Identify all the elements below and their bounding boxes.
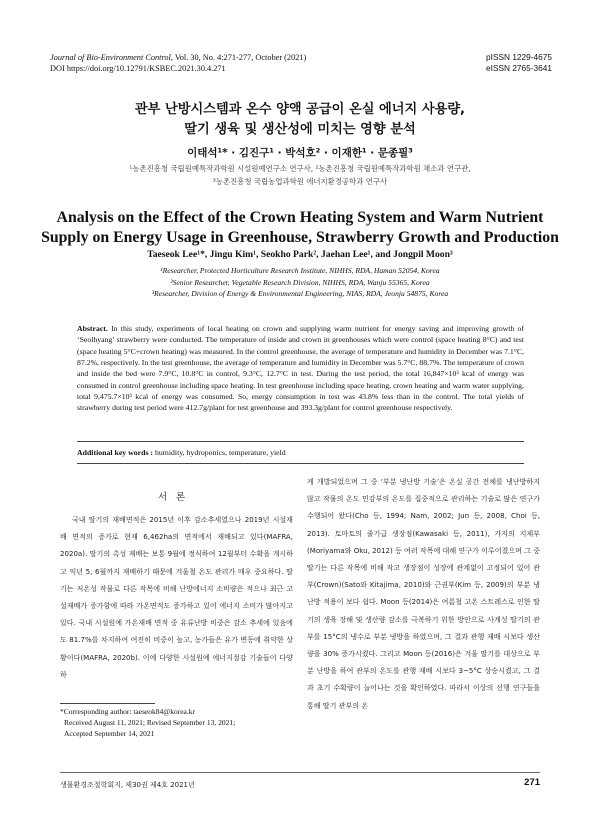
page-number: 271 xyxy=(524,777,540,788)
abstract-text: In this study, experiments of local heating on crown and supplying warm nutrient for energy saving and improving growth of ‘Seolhyang’ strawberry were conducted. The temperature of inside and crown in greenhouses which were control (space heating 8°C) and test (space heating 5°C+crown heating) was measured. In the control greenhouse, the average of temperature and humidity in December was 7.1°C, 87.2%, respectively. In the test greenhouse, the average of temperature and humidity in December was 5.7°C, 88.7%. The temperature of crown and inside the bed were 7.9°C, 10.8°C in control, 9.3°C, 12.7°C in test. During the test period, the total 16,847×10³ kcal of energy was consumed in control greenhouse including space heating. In test greenhouse including space heating, crown heating and warm water supplying, total 9,475.7×10³ kcal of energy was consumed. So, energy consumption in test was 43.8% less than in the control. The total yields of strawberry during test period were 412.7g/plant for test greenhouse and 393.3g/plant for control greenhouse respectively. xyxy=(77,324,525,413)
korean-title xyxy=(0,100,600,140)
korean-title-line1: 관부 난방시스템과 온수 양액 공급이 온실 에너지 사용량, xyxy=(134,102,466,117)
section-title-introduction: 서론 xyxy=(157,492,195,503)
english-affil-line1: ¹Researcher, Protected Horticulture Research Institute, NIHHS, RDA, Haman 52054, Korea xyxy=(160,266,440,275)
korean-title-line2: 딸기 생육 및 생산성에 미치는 영향 분석 xyxy=(184,122,416,137)
right-column-paragraph: 게 개발되었으며 그 중 ‘부분 냉난방 기술’은 온실 공간 전체를 냉난방하지 않고 작물의 온도 민감부의 온도를 집중적으로 관리하는 기술로 많은 연구가 수행되어 왔다(Cho 등, 1994; Nam, 2002; Jun 등, 2008, Choi 등, 2013). 토마토의 줄기급 생장점(Kawasaki 등, 2011), 가지의 지제부(Moriyama와 Oku, 2012) 등 여러 작목에 대해 연구가 이루어졌으며 그 중 딸기는 다른 작목에 비해 작고 생장점이 성장에 관계없이 고정되어 있어 관부(Crown)(Sato와 Kitajima, 2010)와 근권부(Kim 등, 2009)의 부분 냉난방 적용이 보다 쉽다. Moon 등(2014)은 여름철 고온 스트레스로 인한 딸기의 생육 장해 및 생산량 감소를 극복하기 위한 방안으로 사계성 딸기의 관부를 15°C의 냉수로 부분 냉방을 하였으며, 그 결과 관행 재배 시보다 생산량을 30% 증가시켰다. 그리고 Moon 등(2016)은 겨울 딸기를 대상으로 부분 난방을 하여 관부의 온도를 관행 재배 시보다 3~5°C 상승시켰고, 그 결과 초기 수확량이 늘어나는 것을 확인하였다. 따라서 이상의 선행 연구들을 통해 딸기 관부의 온 xyxy=(307,477,541,710)
received-date: Received August 11, 2021; Revised September 13, 2021; xyxy=(64,718,236,727)
eissn: eISSN 2765-3641 xyxy=(486,63,552,73)
body-column-right xyxy=(307,473,540,714)
keywords-bottom-rule xyxy=(77,463,524,464)
journal-name: Journal of Bio-Environment Control xyxy=(50,53,171,62)
korean-authors: 이태석¹* · 김진구¹ · 박석호² · 이재한¹ · 문종필³ xyxy=(187,147,413,159)
body-column-left xyxy=(60,511,293,683)
pissn: pISSN 1229-4675 xyxy=(486,52,552,62)
english-affiliations xyxy=(0,265,600,300)
korean-affil-line2: ³농촌진흥청 국립농업과학원 에너지환경공학과 연구사 xyxy=(212,177,388,186)
accepted-date: Accepted September 14, 2021 xyxy=(64,729,155,738)
footer-journal: 생물환경조절학회지, 제30권 제4호 2021년 xyxy=(60,781,195,789)
journal-citation: , Vol. 30, No. 4:271-277, October (2021) xyxy=(170,53,307,62)
english-title-line2: Supply on Energy Usage in Greenhouse, Strawberry Growth and Production xyxy=(41,229,559,246)
english-title xyxy=(0,208,600,248)
keywords xyxy=(77,448,286,457)
abstract-label: Abstract. xyxy=(77,324,108,333)
issn-block xyxy=(486,52,552,74)
footer-rule xyxy=(60,772,540,773)
footnote-rule xyxy=(60,703,155,704)
left-column-paragraph: 국내 딸기의 재배면적은 2015년 이후 감소추세였으나 2019년 시설재배 면적의 증가로 현재 6,462ha의 면적에서 재배되고 있다(MAFRA, 2020a). 딸기의 촉성 재배는 보통 9월에 정식하여 12월부터 수확을 개시하고 익년 5, 6월까지 재배하기 때문에 겨울철 온도 관리가 매우 중요하다. 딸기는 저온성 작물로 다른 작목에 비해 난방에너지 소비량은 적으나 최근 고설재배가 증가함에 따라 가온면적도 증가하고 있어 에너지 소비가 많아지고 있다. 국내 시설원예 가온재배 면적 중 유류난방 비중은 감소 추세에 있음에도 81.7%를 차지하여 여전히 비중이 높고, 농가들은 유가 변동에 취약한 상황이다(MAFRA, 2020b). 이에 다양한 시설원예 에너지절감 기술들이 다양하 xyxy=(60,515,293,679)
journal-header xyxy=(50,52,306,74)
korean-affil-line1: ¹농촌진흥청 국립원예특작과학원 시설원예연구소 연구사, ²농촌진흥청 국립원예특작과학원 채소과 연구관, xyxy=(129,164,471,173)
english-title-line1: Analysis on the Effect of the Crown Heating System and Warm Nutrient xyxy=(56,209,544,226)
keywords-label: Additional key words : xyxy=(77,448,154,457)
english-affil-line2: ²Senior Researcher, Vegetable Research Division, NIHHS, RDA, Wanju 55365, Korea xyxy=(170,277,430,287)
doi[interactable]: DOI https://doi.org/10.12791/KSBEC.2021.30.4.271 xyxy=(50,64,226,73)
corresponding-author: *Corresponding author: taeseok84@korea.kr xyxy=(60,707,195,716)
abstract xyxy=(77,323,524,414)
footnote xyxy=(60,706,235,739)
english-authors: Taeseok Lee¹*, Jingu Kim¹, Seokho Park², Jaehan Lee¹, and Jongpil Moon³ xyxy=(147,249,453,260)
keywords-top-rule xyxy=(77,441,524,442)
korean-affiliations xyxy=(0,162,600,188)
english-affil-line3: ³Researcher, Division of Energy & Environmental Engineering, NIAS, RDA, Jeonju 54875, Korea xyxy=(151,289,449,298)
keywords-text: humidity, hydroponics, temperature, yield xyxy=(153,448,286,457)
